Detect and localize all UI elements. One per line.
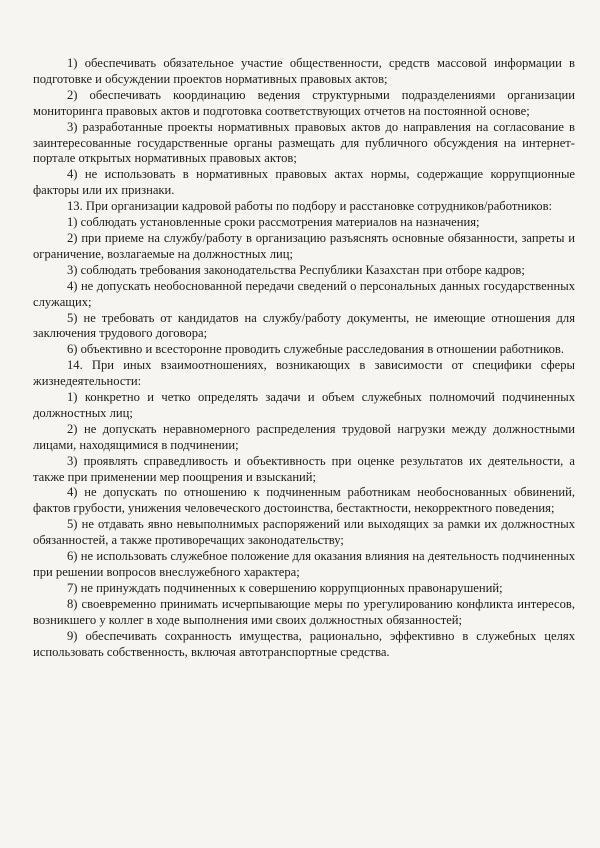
section-heading-14: 14. При иных взаимоотношениях, возникающих в зависимости от специфики сферы жизнедеятельности: <box>33 358 575 389</box>
section-heading-13: 13. При организации кадровой работы по подбору и расстановке сотрудников/работников: <box>67 199 553 214</box>
document-body <box>33 56 575 660</box>
paragraph: 1) конкретно и четко определять задачи и объем служебных полномочий подчиненных должностных лиц; <box>33 390 575 420</box>
paragraph: 6) объективно и всесторонне проводить служебные расследования в отношении работников. <box>67 342 565 357</box>
paragraph: 9) обеспечивать сохранность имущества, рационально, эффективно в служебных целях использовать собственность, включая автотранспортные средства. <box>33 628 575 659</box>
paragraph: 6) не использовать служебное положение для оказания влияния на деятельность подчиненных при решении вопросов внеслужебного характера; <box>33 549 575 579</box>
paragraph: 4) не допускать необоснованной передачи сведений о персональных данных государственных служащих; <box>33 278 575 309</box>
paragraph: 2) при приеме на службу/работу в организацию разъяснять основные обязанности, запреты и ограничение, возлагаемые на должностных лиц; <box>33 230 575 261</box>
paragraph: 3) соблюдать требования законодательства Республики Казахстан при отборе кадров; <box>67 262 525 277</box>
paragraph: 8) своевременно принимать исчерпывающие меры по урегулированию конфликта интересов, возникшего у коллег в ходе выполнения ими своих должностных обязанностей; <box>33 596 575 627</box>
paragraph: 7) не принуждать подчиненных к совершению коррупционных правонарушений; <box>67 580 503 595</box>
paragraph: 2) обеспечивать координацию ведения структурными подразделениями организации мониторинга правовых актов и подготовка соответствующих отчетов на постоянной основе; <box>33 87 575 118</box>
paragraph: 5) не отдавать явно невыполнимых распоряжений или выходящих за рамки их должностных обязанностей, а также противоречащих законодательству; <box>33 517 575 548</box>
paragraph: 2) не допускать неравномерного распределения трудовой нагрузки между должностными лицами, находящимися в подчинении; <box>33 421 575 452</box>
paragraph: 3) проявлять справедливость и объективность при оценке результатов их деятельности, а также при применении мер поощрения и взысканий; <box>33 453 575 484</box>
paragraph: 4) не использовать в нормативных правовых актах нормы, содержащие коррупционные факторы или их признаки. <box>33 167 575 198</box>
paragraph: 4) не допускать по отношению к подчиненным работникам необоснованных обвинений, фактов грубости, унижения человеческого достоинства, бестактности, некорректного поведения; <box>33 485 575 516</box>
paragraph: 1) соблюдать установленные сроки рассмотрения материалов на назначения; <box>67 215 480 230</box>
paragraph: 3) разработанные проекты нормативных правовых актов до направления на согласование в заинтересованные государственные органы размещать для публичного обсуждения на интернет-портале открытых нормативных правовых актов; <box>33 119 575 166</box>
paragraph: 5) не требовать от кандидатов на службу/работу документы, не имеющие отношения для заключения трудового договора; <box>33 310 575 341</box>
paragraph: 1) обеспечивать обязательное участие общественности, средств массовой информации в подготовке и обсуждении проектов нормативных правовых актов; <box>33 56 575 86</box>
